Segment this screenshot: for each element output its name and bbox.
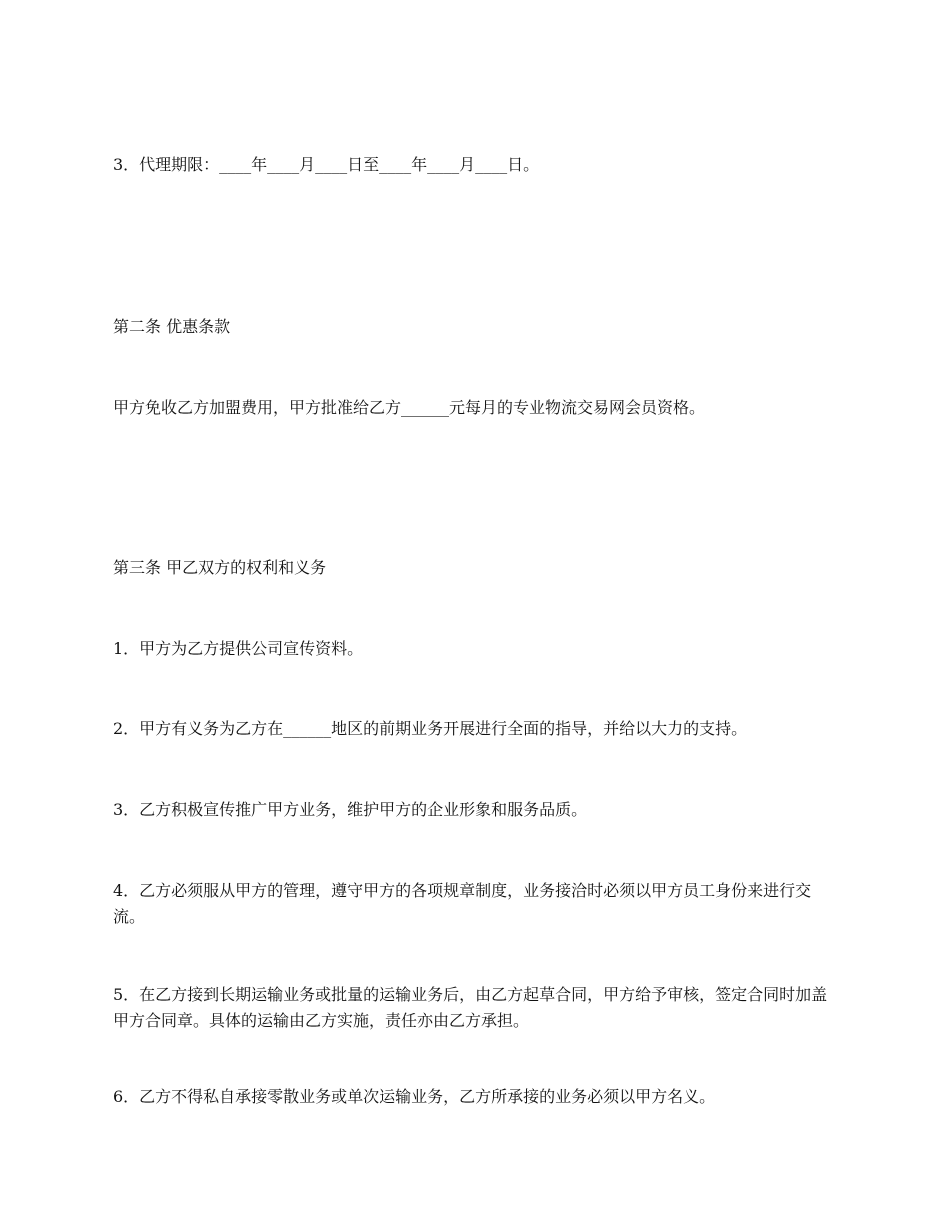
- list-item: 5．在乙方接到长期运输业务或批量的运输业务后，由乙方起草合同，甲方给予审核，签定合同时加盖甲方合同章。具体的运输由乙方实施，责任亦由乙方承担。: [113, 985, 828, 1030]
- list-item: 6．乙方不得私自承接零散业务或单次运输业务，乙方所承接的业务必须以甲方名义。: [113, 1087, 716, 1106]
- section-2-text: 甲方免收乙方加盟费用，甲方批准给乙方______元每月的专业物流交易网会员资格。: [113, 398, 706, 417]
- list-item: 3．乙方积极宣传推广甲方业务，维护甲方的企业形象和服务品质。: [113, 800, 588, 819]
- section-3-heading: 第三条 甲乙双方的权利和义务: [113, 558, 327, 577]
- list-item: 1．甲方为乙方提供公司宣传资料。: [113, 639, 364, 658]
- list-item: 2．甲方有义务为乙方在______地区的前期业务开展进行全面的指导，并给以大力的支持。: [113, 719, 748, 738]
- clause-agency-term: 3．代理期限：____年____月____日至____年____月____日。: [113, 155, 540, 174]
- list-item: 4．乙方必须服从甲方的管理，遵守甲方的各项规章制度，业务接洽时必须以甲方员工身份来进行交流。: [113, 881, 812, 926]
- section-2-heading: 第二条 优惠条款: [113, 317, 231, 336]
